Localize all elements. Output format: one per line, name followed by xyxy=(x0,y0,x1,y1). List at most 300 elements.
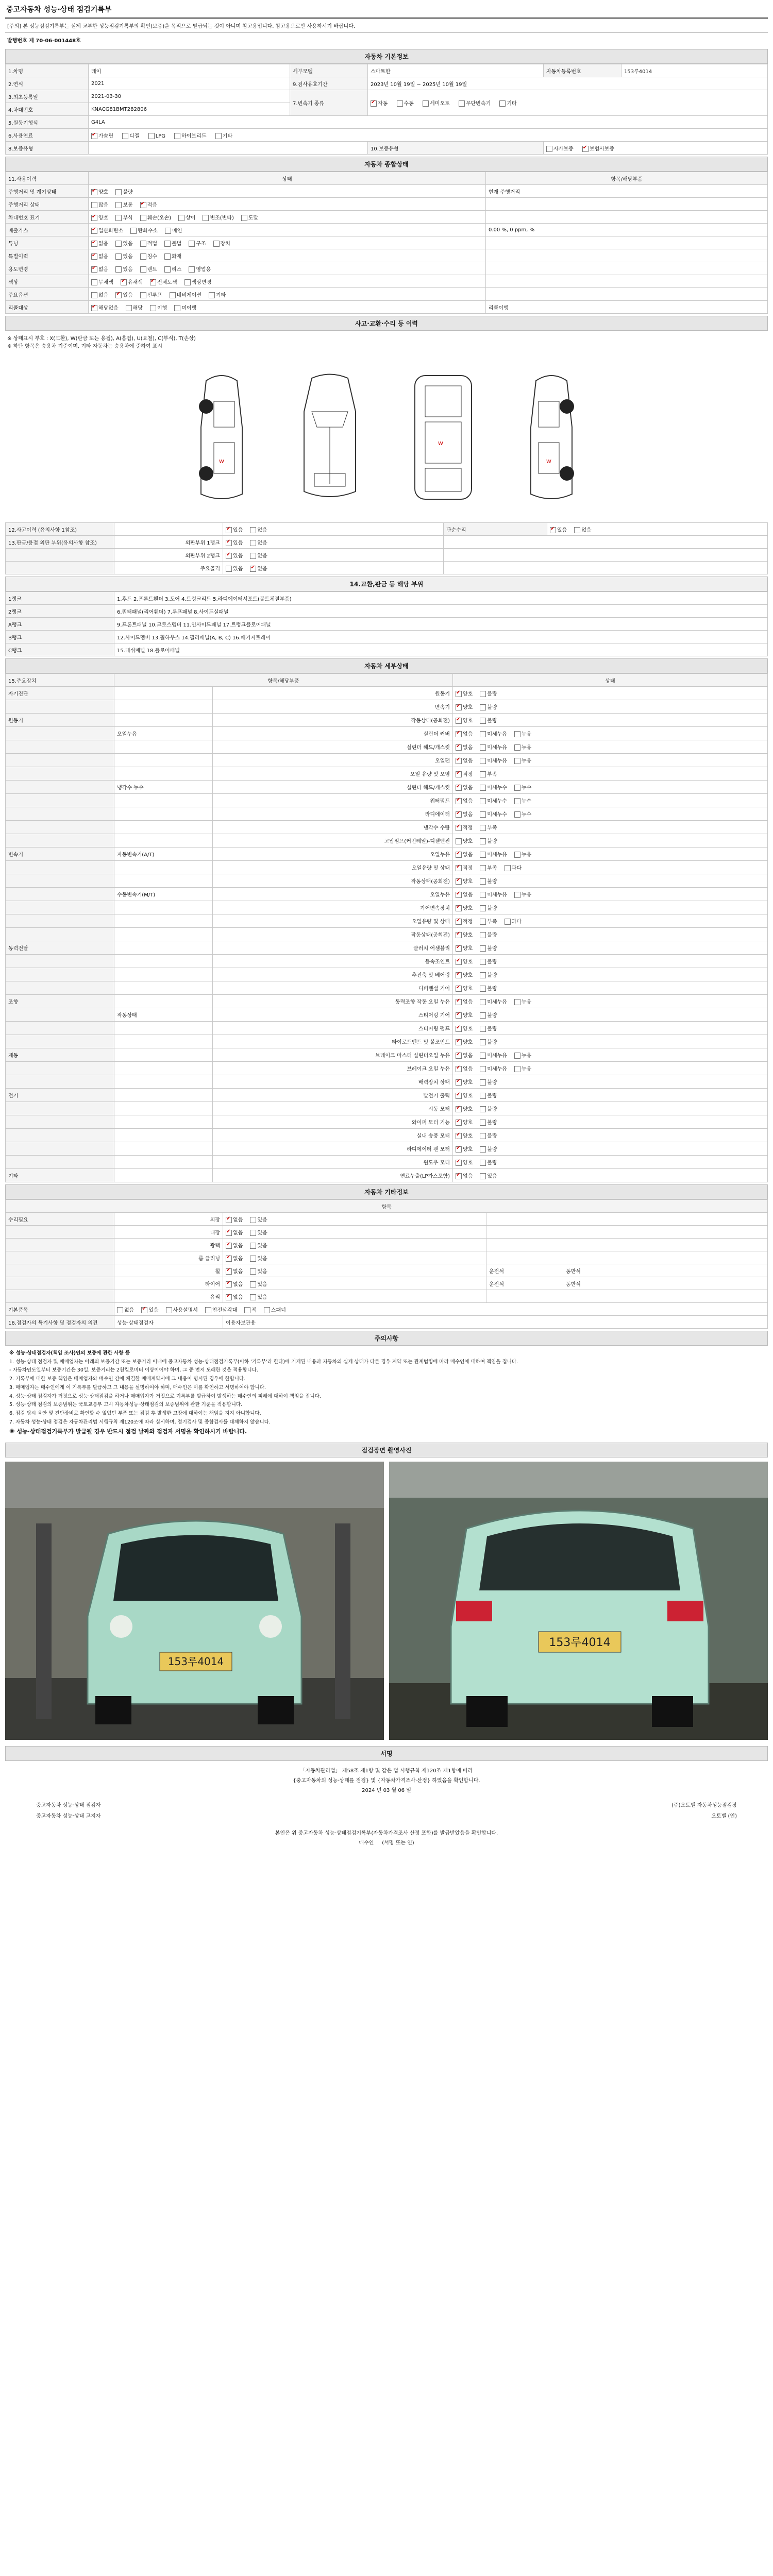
checkbox xyxy=(140,241,146,247)
option-label: 불량 xyxy=(487,1093,497,1099)
row-extra xyxy=(486,1290,768,1303)
option xyxy=(456,1174,473,1179)
option-label: 없음 xyxy=(257,527,267,533)
option-label: 색상변경 xyxy=(191,279,212,285)
rank-items: 6.쿼터패널(리어휀더) 7.루프패널 8.사이드실패널 xyxy=(114,605,768,618)
row-label: 기본품목 xyxy=(6,1303,114,1316)
option xyxy=(250,566,267,572)
option-label: 부식 xyxy=(123,215,133,221)
option-label: 양호 xyxy=(463,1093,473,1099)
checkbox xyxy=(456,731,462,737)
checkbox xyxy=(514,758,520,764)
rank-label: A랭크 xyxy=(6,618,114,631)
cell-label: 자동차등록번호 xyxy=(544,64,621,77)
option xyxy=(165,228,182,234)
option-label: 과다 xyxy=(511,866,522,871)
checkbox xyxy=(480,1053,486,1059)
status-options xyxy=(89,249,486,262)
note-item: 7. 자동차 성능·상태 점검은 자동차관리법 시행규칙 제120조에 따라 실시하며, 정기검사 및 종합검사를 대체하지 않습니다. xyxy=(9,1419,271,1425)
checkbox xyxy=(456,825,462,831)
row-label xyxy=(6,562,114,574)
sub-label xyxy=(114,687,213,700)
checkbox xyxy=(121,279,127,285)
table-row xyxy=(6,687,768,700)
option-label: 렌트 xyxy=(147,266,157,273)
row-extra xyxy=(486,288,768,301)
cell-label: 6.사용연료 xyxy=(6,129,89,142)
option-label: 없음 xyxy=(233,1243,243,1249)
checkbox xyxy=(546,146,552,152)
item-label: 클러치 어셈블리 xyxy=(213,941,453,955)
group-label xyxy=(6,767,114,781)
option-label: 양호 xyxy=(463,973,473,978)
option xyxy=(91,306,119,311)
status-options xyxy=(453,1089,768,1102)
option xyxy=(456,919,473,925)
row-extra xyxy=(443,536,767,549)
checkbox xyxy=(456,892,462,898)
document xyxy=(5,0,768,1853)
group-label xyxy=(6,1290,114,1303)
checkbox xyxy=(456,1012,462,1019)
checkbox xyxy=(456,1146,462,1153)
sub-label xyxy=(114,995,213,1008)
table-row xyxy=(6,981,768,995)
row-extra xyxy=(443,562,767,574)
status-options xyxy=(89,288,486,301)
group-label xyxy=(6,821,114,834)
table-row xyxy=(6,1239,768,1251)
option-label: 있음 xyxy=(123,292,133,298)
option-label: 양호 xyxy=(98,215,109,221)
group-label xyxy=(6,740,114,754)
table-row xyxy=(6,834,768,848)
buyer-sign: (서명 또는 인) xyxy=(382,1840,414,1846)
checkbox xyxy=(226,1217,232,1223)
checkbox xyxy=(170,292,176,298)
sub-label xyxy=(114,1129,213,1142)
option xyxy=(456,959,473,965)
row-label: 12.사고이력 (유의사항 1참조) xyxy=(6,523,114,536)
option xyxy=(244,1308,257,1313)
row-extra xyxy=(486,211,768,224)
item-label: 룸 클리닝 xyxy=(114,1251,223,1264)
option-label: 누유 xyxy=(521,732,532,737)
checkbox xyxy=(480,744,486,751)
option xyxy=(480,1026,497,1032)
option xyxy=(480,1053,507,1059)
cell-value: 스마트한 xyxy=(368,64,544,77)
checkbox xyxy=(456,785,462,791)
cell-label: 1.차명 xyxy=(6,64,89,77)
option-label: 불량 xyxy=(487,973,497,978)
checkbox xyxy=(150,279,156,285)
option-label: 미세누유 xyxy=(487,745,507,751)
table-row xyxy=(6,1213,768,1226)
cell-value: 2023년 10월 19일 ~ 2025년 10월 19일 xyxy=(368,77,768,90)
row-label: 배출가스 xyxy=(6,224,89,236)
option xyxy=(480,959,497,965)
status-options xyxy=(453,1169,768,1182)
option-label: 기타 xyxy=(507,101,517,107)
option xyxy=(480,732,507,737)
option xyxy=(456,785,473,791)
item-label: 등속조인트 xyxy=(213,955,453,968)
option-label: 변조(변타) xyxy=(210,215,234,221)
option-label: 없음 xyxy=(98,292,109,298)
cell-value: 2021 xyxy=(89,77,290,90)
row-extra: 0.00 %, 0 ppm, % xyxy=(486,224,768,236)
checkbox xyxy=(505,919,511,925)
row-extra xyxy=(486,1264,768,1277)
status-options xyxy=(453,1156,768,1169)
buyer-label: 매수인 xyxy=(359,1840,374,1846)
column-header: 항목/해당부품 xyxy=(114,674,453,687)
item-label: 오일 유량 및 오염 xyxy=(213,767,453,781)
item-label: 변속기 xyxy=(213,700,453,714)
table-row xyxy=(6,1277,768,1290)
accident-table xyxy=(5,522,768,574)
table-header-row xyxy=(6,1200,768,1213)
status-options xyxy=(453,700,768,714)
checkbox xyxy=(456,878,462,885)
status-options xyxy=(89,224,486,236)
row-label: 단순수리 xyxy=(443,523,547,536)
option-label: 많음 xyxy=(98,202,109,208)
option-label: 미세누유 xyxy=(487,732,507,737)
checker-label: 중고자동차 성능·상태 점검자 xyxy=(36,1802,101,1808)
option xyxy=(505,866,522,871)
status-options xyxy=(453,1035,768,1048)
checkbox xyxy=(480,771,486,777)
group-label: 원동기 xyxy=(6,714,114,727)
checkbox xyxy=(480,731,486,737)
item-label: 휠 xyxy=(114,1264,223,1277)
column-header: 항목/해당부품 xyxy=(486,172,768,185)
notes-block xyxy=(5,1346,768,1440)
option-label: 적정 xyxy=(463,919,473,925)
option-label: 불량 xyxy=(487,1147,497,1153)
group-label xyxy=(6,981,114,995)
option-label: 무단변속기 xyxy=(465,101,491,107)
option-label: 양호 xyxy=(463,1080,473,1086)
status-options xyxy=(89,198,486,211)
sub-label xyxy=(114,1048,213,1062)
column-header: 상태 xyxy=(453,674,768,687)
option xyxy=(209,293,226,298)
checkbox xyxy=(480,972,486,978)
option xyxy=(456,999,473,1005)
checkbox xyxy=(480,811,486,818)
row-extra xyxy=(486,275,768,288)
table-row xyxy=(6,754,768,767)
option-label: 양호 xyxy=(463,1147,473,1153)
checkbox xyxy=(480,905,486,911)
option-label: 있음 xyxy=(257,1268,267,1275)
row-label: 주요옵션 xyxy=(6,288,89,301)
opinion-label: 성능·상태점검자 xyxy=(114,1316,223,1329)
option xyxy=(456,825,473,831)
table-row xyxy=(6,536,768,549)
table-row xyxy=(6,1035,768,1048)
option xyxy=(91,293,108,298)
option-label: 누수 xyxy=(521,799,532,804)
table-row xyxy=(6,1264,768,1277)
table-row xyxy=(6,275,768,288)
status-options xyxy=(223,1264,486,1277)
table-row xyxy=(6,861,768,874)
item-label: 발전기 출력 xyxy=(213,1089,453,1102)
table-row xyxy=(6,781,768,794)
notes-title: ※ 성능·상태점검자(책임 조사)인의 보증에 관한 사항 등 xyxy=(9,1350,130,1356)
group-label xyxy=(6,901,114,914)
checkbox xyxy=(115,292,122,298)
option-label: 양호 xyxy=(463,1120,473,1126)
row-extra xyxy=(486,1213,768,1226)
group-label xyxy=(6,955,114,968)
status-options xyxy=(453,955,768,968)
status-options xyxy=(89,185,486,198)
option xyxy=(121,280,143,285)
status-options xyxy=(223,1213,486,1226)
checkbox xyxy=(480,892,486,898)
note-item: 4. 성능·상태 점검자가 거짓으로 성능·상태점검을 하거나 매매업자가 거짓으로 기록부를 발급하여 발생하는 매수인의 피해에 대하여 책임을 집니다. xyxy=(9,1393,321,1399)
option xyxy=(91,190,108,195)
status-options xyxy=(223,1251,486,1264)
notes-footer: ※ 성능·상태점검기록부가 발급될 경우 반드시 점검 날짜와 점검자 서명을 확인하시기 바랍니다. xyxy=(9,1428,247,1435)
checkbox xyxy=(213,241,220,247)
checkbox xyxy=(140,215,146,221)
sub-label xyxy=(114,941,213,955)
option-label: 없음 xyxy=(463,1053,473,1059)
option xyxy=(456,691,473,697)
item-label: 브레이크 마스터 실린더오일 누유 xyxy=(213,1048,453,1062)
table-row xyxy=(6,288,768,301)
checkbox xyxy=(226,527,232,533)
checkbox xyxy=(550,527,556,533)
checkbox xyxy=(91,279,97,285)
option-label: 불량 xyxy=(487,1160,497,1166)
legend-line: ※ 상태표시 부호 : X(교환), W(판금 또는 용접), A(흠집), U(요철), C(부식), T(손상) xyxy=(7,336,196,342)
status-options xyxy=(114,1303,768,1316)
row-sub xyxy=(114,523,223,536)
option xyxy=(91,202,108,208)
table-row xyxy=(6,562,768,574)
table-row xyxy=(6,631,768,643)
option xyxy=(480,852,507,858)
option-label: 양호 xyxy=(463,1133,473,1139)
table-row xyxy=(6,198,768,211)
section-detail: 자동차 세부상태 xyxy=(5,658,768,673)
table-row xyxy=(6,714,768,727)
option xyxy=(250,540,267,546)
option xyxy=(250,1217,267,1223)
group-label xyxy=(6,861,114,874)
option xyxy=(514,1053,531,1059)
section-photos: 점검장면 촬영사진 xyxy=(5,1443,768,1458)
table-row xyxy=(6,955,768,968)
option xyxy=(456,852,473,858)
option-label: 리스 xyxy=(171,266,182,273)
group-label xyxy=(6,968,114,981)
section-basic: 자동차 기본정보 xyxy=(5,49,768,64)
status-options xyxy=(453,1102,768,1115)
option xyxy=(130,228,158,234)
checkbox xyxy=(480,785,486,791)
option-label: 있음 xyxy=(257,1294,267,1300)
option-label: 적정 xyxy=(463,825,473,831)
item-label: 브레이크 오일 누유 xyxy=(213,1062,453,1075)
option xyxy=(115,241,132,247)
option-label: 없음 xyxy=(233,1268,243,1275)
checkbox xyxy=(456,905,462,911)
row-extra xyxy=(486,198,768,211)
table-row xyxy=(6,211,768,224)
row-label: 튜닝 xyxy=(6,236,89,249)
status-options xyxy=(453,714,768,727)
checkbox xyxy=(115,215,122,221)
checkbox xyxy=(456,1160,462,1166)
checkbox xyxy=(164,266,171,273)
item-label: 동력조향 작동 오일 누유 xyxy=(213,995,453,1008)
option-label: 없음 xyxy=(463,812,473,818)
checkbox xyxy=(148,133,155,139)
checkbox xyxy=(165,228,171,234)
table-row xyxy=(6,1290,768,1303)
option xyxy=(514,732,531,737)
checkbox xyxy=(115,189,122,195)
group-label xyxy=(6,1239,114,1251)
option-label: 누유 xyxy=(521,999,532,1005)
option xyxy=(456,879,473,885)
status-options xyxy=(223,1226,486,1239)
row-label: 용도변경 xyxy=(6,262,89,275)
checkbox xyxy=(514,1066,520,1072)
option xyxy=(480,866,497,871)
table-row xyxy=(6,90,768,103)
table-row xyxy=(6,185,768,198)
other-table xyxy=(5,1199,768,1329)
option xyxy=(456,946,473,952)
checkbox xyxy=(226,553,232,559)
checkbox xyxy=(480,798,486,804)
checkbox xyxy=(480,865,486,871)
group-label xyxy=(6,1115,114,1129)
option-label: 없음 xyxy=(463,852,473,858)
table-row xyxy=(6,1142,768,1156)
checkbox xyxy=(423,100,429,107)
option-label: 없음 xyxy=(233,1230,243,1236)
checkbox xyxy=(514,892,520,898)
checkbox xyxy=(456,811,462,818)
option-label: 유채색 xyxy=(127,279,143,285)
group-label xyxy=(6,1251,114,1264)
row-label: 주행거리 상태 xyxy=(6,198,89,211)
option-label: 미세누수 xyxy=(487,799,507,804)
option-label: 불량 xyxy=(487,933,497,938)
checkbox xyxy=(126,305,132,311)
option-label: 없음 xyxy=(463,732,473,737)
checkbox xyxy=(459,100,465,107)
status-options xyxy=(453,1062,768,1075)
option-label: 양호 xyxy=(463,1040,473,1045)
option xyxy=(226,1269,243,1275)
checkbox xyxy=(456,691,462,697)
option xyxy=(480,919,497,925)
option-label: 양호 xyxy=(463,1013,473,1019)
item-label: 실린더 헤드/개스킷 xyxy=(213,781,453,794)
option xyxy=(456,1093,473,1099)
cell-label: 2.연식 xyxy=(6,77,89,90)
group-label xyxy=(6,1022,114,1035)
item-label: 고압펌프(커먼레일)-디젤엔진 xyxy=(213,834,453,848)
sign-ack-block xyxy=(5,1819,768,1853)
checkbox xyxy=(130,228,137,234)
option-label: 양호 xyxy=(463,1107,473,1112)
table-row xyxy=(6,1129,768,1142)
option-label: 양호 xyxy=(463,718,473,724)
option-label: 없음 xyxy=(463,785,473,791)
checkbox xyxy=(226,1294,232,1300)
option-label: 양호 xyxy=(463,933,473,938)
table-row xyxy=(6,1156,768,1169)
cell-value: 2021-03-30 xyxy=(89,90,290,103)
option xyxy=(480,812,507,818)
plate-text: 153루4014 xyxy=(549,1636,611,1649)
option-label: 미세누수 xyxy=(487,812,507,818)
option-label: 있음 xyxy=(123,241,133,247)
sub-label xyxy=(114,901,213,914)
general-table xyxy=(5,172,768,314)
sub-label xyxy=(114,861,213,874)
cell-value: 레이 xyxy=(89,64,290,77)
row-extra xyxy=(486,262,768,275)
checkbox xyxy=(456,852,462,858)
item-label: 오일유량 및 상태 xyxy=(213,914,453,928)
position-label: 동반석 xyxy=(565,1281,581,1287)
checkbox xyxy=(174,133,180,139)
option-label: 미세누유 xyxy=(487,999,507,1005)
checkbox xyxy=(499,100,506,107)
option-label: 없음 xyxy=(233,1256,243,1262)
checkbox xyxy=(480,1106,486,1112)
option xyxy=(115,267,132,273)
rank-items: 9.프론트패널 10.크로스멤버 11.인사이드패널 17.트렁크플로어패널 xyxy=(114,618,768,631)
option-label: 있음 xyxy=(123,266,133,273)
item-label: 연료누출(LP가스포함) xyxy=(213,1169,453,1182)
item-label: 스티어링 펌프 xyxy=(213,1022,453,1035)
option xyxy=(456,1013,473,1019)
section-general: 자동차 종합상태 xyxy=(5,157,768,172)
option-label: 없음 xyxy=(463,1066,473,1072)
sub-label xyxy=(114,1142,213,1156)
option-label: 양호 xyxy=(463,906,473,911)
checkbox xyxy=(514,1053,520,1059)
table-row xyxy=(6,249,768,262)
checker-value: (주)오토벨 자동차성능점검장 xyxy=(671,1802,737,1808)
option xyxy=(514,745,531,751)
option xyxy=(150,280,177,285)
checkbox xyxy=(184,279,191,285)
status-options xyxy=(223,562,444,574)
checkbox xyxy=(91,241,97,247)
checkbox xyxy=(226,1281,232,1287)
option xyxy=(250,1295,267,1300)
item-label: 오일팬 xyxy=(213,754,453,767)
sub-label xyxy=(114,914,213,928)
checkbox xyxy=(209,292,215,298)
status-options xyxy=(453,1075,768,1089)
